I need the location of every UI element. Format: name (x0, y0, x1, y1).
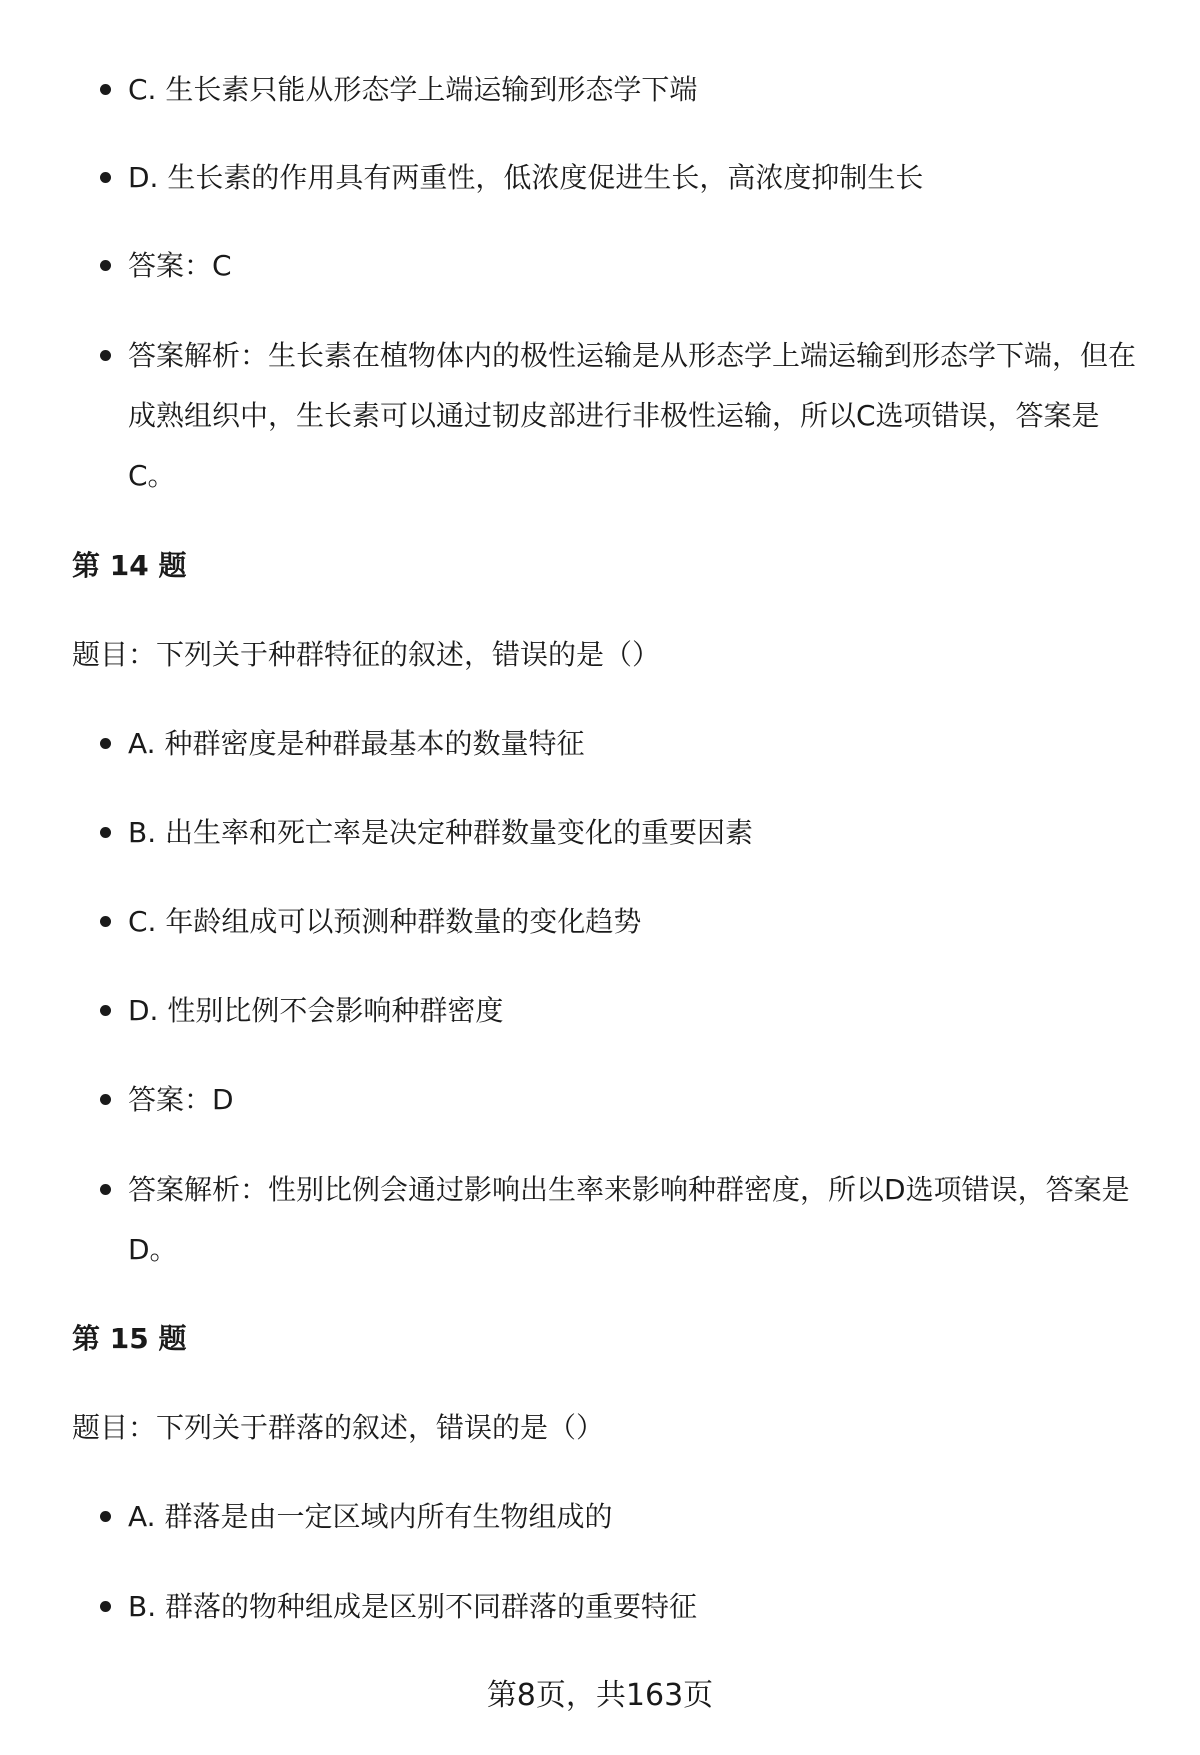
q14-option-d: D. 性别比例不会影响种群密度 (128, 981, 1138, 1041)
q14-option-c: C. 年龄组成可以预测种群数量的变化趋势 (128, 892, 1138, 952)
page-number: 第8页，共163页 (486, 1678, 714, 1713)
q13-option-d: D. 生长素的作用具有两重性，低浓度促进生长，高浓度抑制生长 (128, 148, 1138, 208)
q15-option-b: B. 群落的物种组成是区别不同群落的重要特征 (128, 1577, 1138, 1637)
q14-heading: 第 14 题 (72, 549, 187, 582)
q15-option-a: A. 群落是由一定区域内所有生物组成的 (128, 1487, 1138, 1547)
q13-answer: 答案：C (128, 236, 1138, 296)
q15-stem: 题目：下列关于群落的叙述，错误的是（） (72, 1411, 605, 1444)
q14-analysis: 答案解析：性别比例会通过影响出生率来影响种群密度，所以D选项错误，答案是D。 (128, 1160, 1138, 1280)
q13-option-c: C. 生长素只能从形态学上端运输到形态学下端 (128, 60, 1138, 120)
q14-option-b: B. 出生率和死亡率是决定种群数量变化的重要因素 (128, 803, 1138, 863)
q13-analysis: 答案解析：生长素在植物体内的极性运输是从形态学上端运输到形态学下端，但在成熟组织中，生长素可以通过韧皮部进行非极性运输，所以C选项错误，答案是C。 (128, 326, 1138, 506)
q15-heading: 第 15 题 (72, 1322, 187, 1355)
q14-stem: 题目：下列关于种群特征的叙述，错误的是（） (72, 638, 661, 671)
q14-option-a: A. 种群密度是种群最基本的数量特征 (128, 714, 1138, 774)
q14-answer: 答案：D (128, 1070, 1138, 1130)
